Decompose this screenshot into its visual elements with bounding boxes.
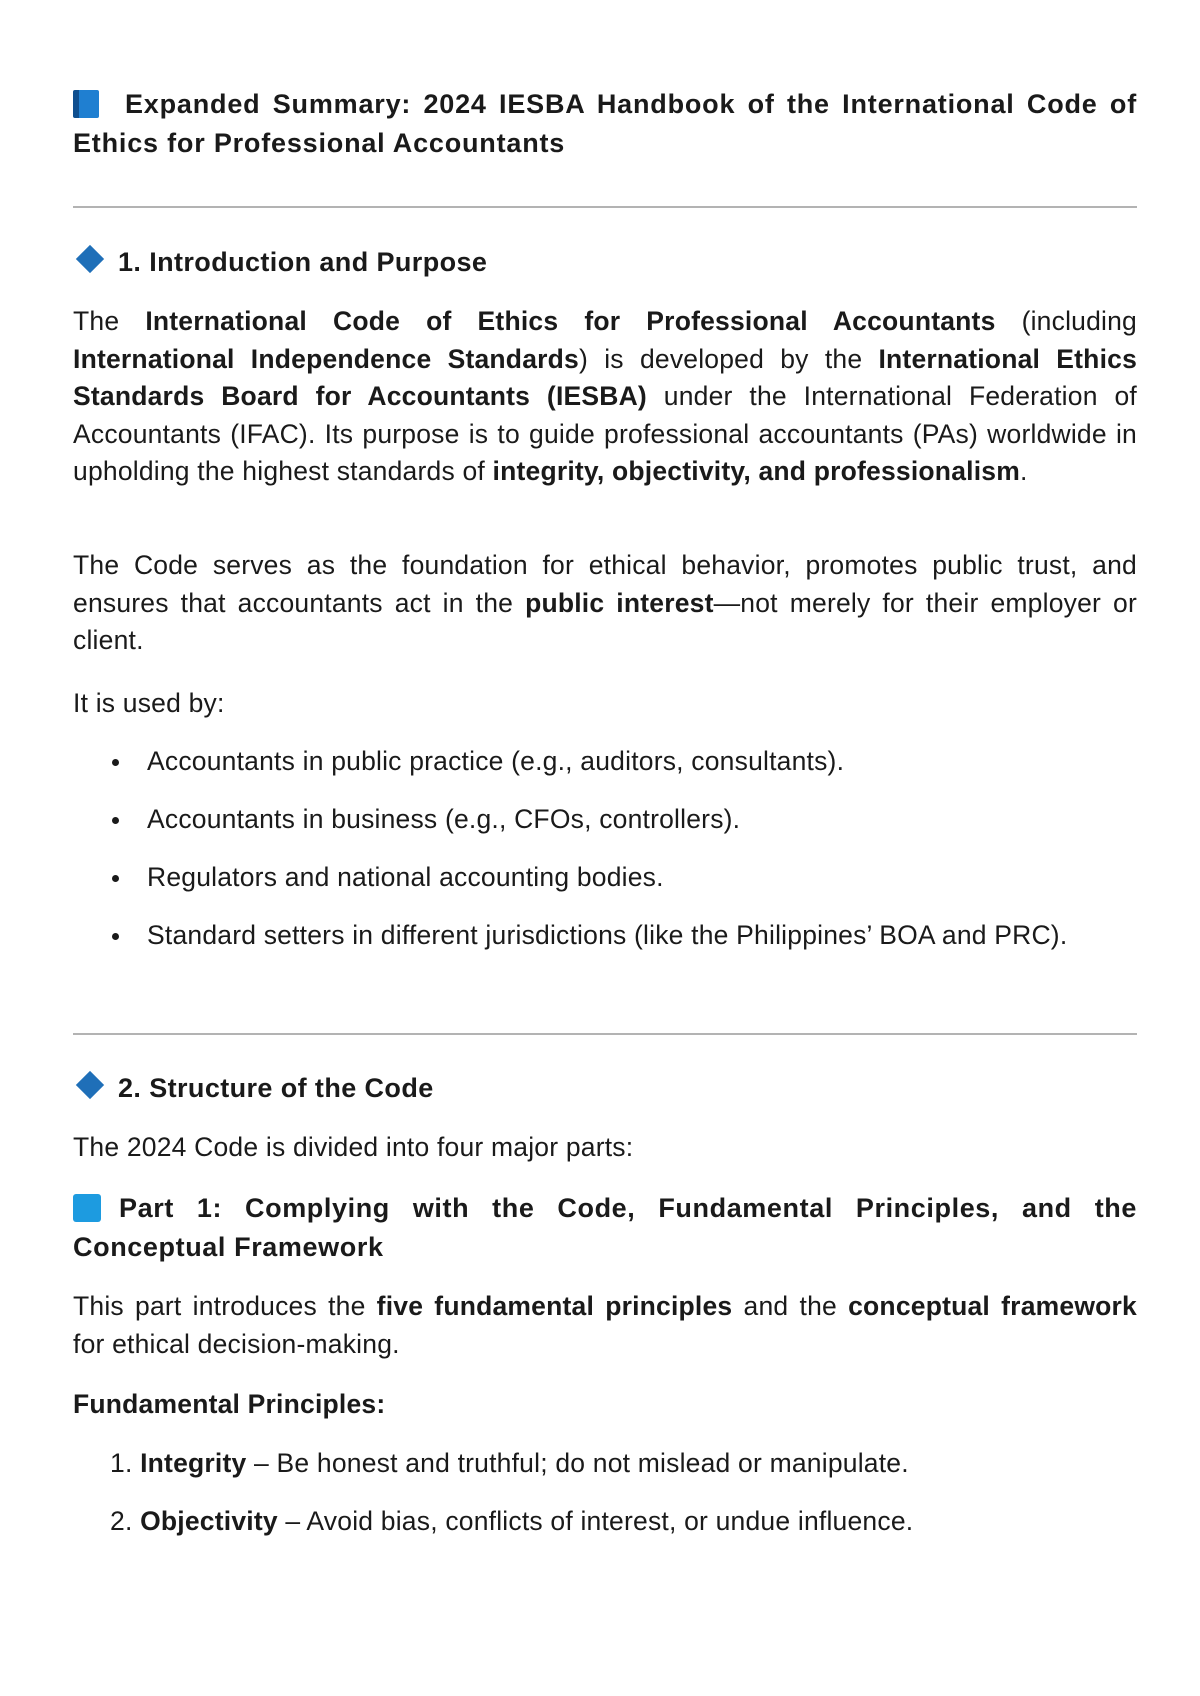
blue-square-icon — [73, 1194, 101, 1222]
list-item: Accountants in business (e.g., CFOs, controllers). — [147, 801, 1137, 839]
list-item: Standard setters in different jurisdictions (like the Philippines’ BOA and PRC). — [147, 917, 1137, 955]
section-heading-structure — [73, 1069, 434, 1107]
document-title-text: Expanded Summary: 2024 IESBA Handbook of the International Code of Ethics for Professional Accountants — [73, 89, 1137, 158]
divider — [73, 1033, 1137, 1035]
separator: – — [277, 1506, 307, 1536]
structure-intro: The 2024 Code is divided into four major parts: — [73, 1132, 634, 1162]
list-number: 1. — [110, 1448, 133, 1478]
text-run: —not merely for their employer or client. — [73, 587, 1137, 655]
list-item: Accountants in public practice (e.g., auditors, consultants). — [147, 743, 1137, 781]
part1-paragraph — [73, 1288, 1137, 1363]
blue-diamond-icon — [76, 1071, 104, 1099]
text-run: The Code serves as the foundation for ethical behavior, promotes public trust, and ensures that accountants act in the — [73, 550, 1137, 618]
bold-text: integrity, objectivity, and professionalism — [492, 456, 1020, 486]
section-heading-text: 2. Structure of the Code — [118, 1073, 434, 1103]
used-by-label: It is used by: — [73, 688, 225, 718]
principle-name: Integrity — [140, 1448, 247, 1478]
list-item: Regulators and national accounting bodies. — [147, 859, 1137, 897]
part1-heading — [73, 1189, 1137, 1267]
principle-description: Be honest and truthful; do not mislead or manipulate. — [276, 1448, 909, 1478]
public-interest-paragraph — [73, 547, 1137, 660]
text-run: This part introduces the — [73, 1291, 377, 1321]
principle-name: Objectivity — [140, 1506, 278, 1536]
list-number: 2. — [110, 1506, 133, 1536]
bold-text: conceptual framework — [848, 1291, 1137, 1321]
section-heading-text: 1. Introduction and Purpose — [118, 247, 488, 277]
text-run: The — [73, 306, 146, 336]
bold-text: International Ethics Standards Board for Accountants (IESBA) — [73, 343, 1138, 411]
bold-text: International Code of Ethics for Professional Accountants — [145, 306, 996, 336]
blue-book-icon — [73, 90, 99, 118]
principles-heading: Fundamental Principles: — [73, 1389, 386, 1419]
section-heading-introduction — [73, 243, 487, 281]
divider — [73, 206, 1137, 208]
text-run: for ethical decision-making. — [73, 1328, 400, 1359]
separator: – — [246, 1448, 277, 1478]
list-item — [110, 1503, 1137, 1541]
text-run: . — [1019, 456, 1028, 486]
bold-text: International Independence Standards — [73, 343, 579, 374]
text-run: under the International Federation of Accountants (IFAC). Its purpose is to guide professional accountants (PAs) worldwide in upholding the highest standards of — [73, 381, 1137, 486]
principle-description: Avoid bias, conflicts of interest, or undue influence. — [306, 1506, 914, 1536]
document-title — [73, 85, 1137, 163]
bold-text: five fundamental principles — [376, 1291, 733, 1321]
text-run: (including — [995, 306, 1137, 336]
bold-text: public interest — [525, 587, 714, 618]
list-item — [110, 1445, 1137, 1483]
text-run: and the — [732, 1291, 849, 1321]
intro-paragraph — [73, 303, 1137, 491]
part1-heading-text: Part 1: Complying with the Code, Fundamental Principles, and the Conceptual Framework — [73, 1193, 1137, 1262]
blue-diamond-icon — [76, 245, 104, 273]
text-run: ) is developed by the — [578, 343, 879, 374]
